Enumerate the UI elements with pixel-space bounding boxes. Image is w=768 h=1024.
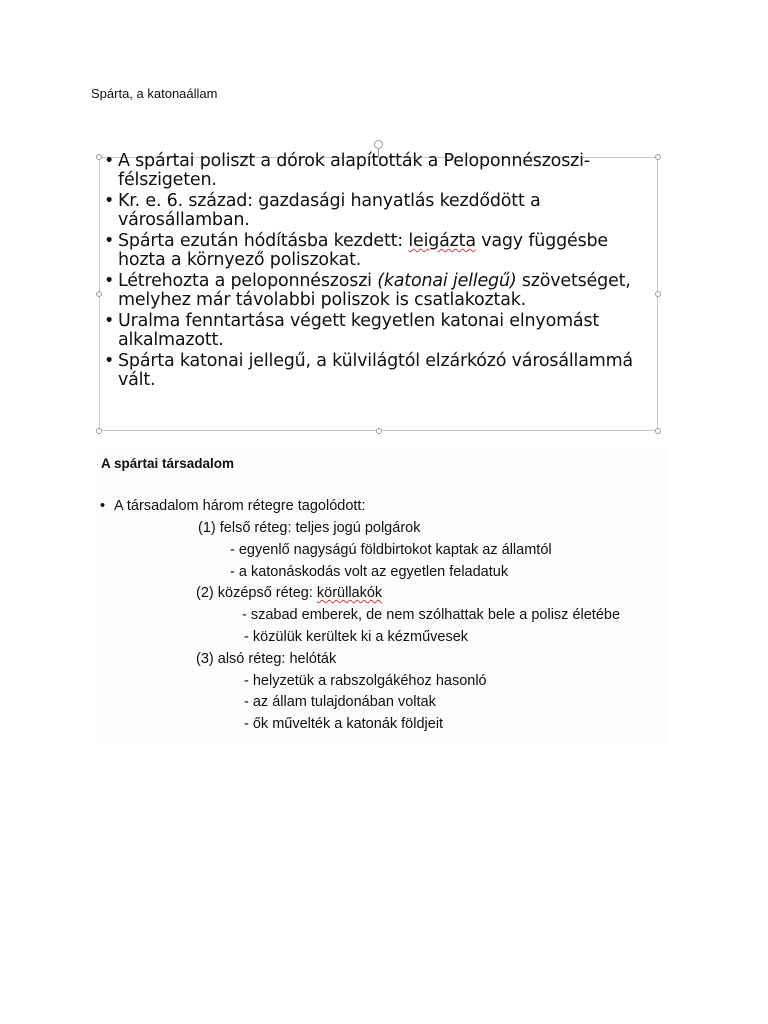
- bullet-dot: •: [104, 231, 115, 251]
- bullet-dot: •: [104, 191, 115, 211]
- upper-layer-item: - a katonáskodás volt az egyetlen feladatuk: [230, 564, 509, 580]
- upper-layer-item: - egyenlő nagyságú földbirtokot kaptak az államtól: [230, 542, 552, 558]
- bullet-text: vagy függésbe: [475, 231, 608, 251]
- bullet-dot: •: [104, 351, 115, 371]
- bullet-text-line: félszigeten.: [118, 170, 217, 190]
- bullet-text-line: alkalmazott.: [118, 330, 224, 350]
- bullet-item: [104, 152, 664, 190]
- resize-handle-bottom-left[interactable]: [96, 428, 102, 434]
- bullet-item: [104, 352, 664, 390]
- resize-handle-bottom-right[interactable]: [655, 428, 661, 434]
- lower-layer-item: - ők művelték a katonák földjeit: [244, 716, 444, 732]
- bullet-text: Létrehozta a peloponnészoszi: [118, 271, 378, 291]
- bullet-italic-text: (katonai jellegű): [377, 271, 517, 291]
- bullet-dot: •: [104, 151, 115, 171]
- bullet-text-line: Uralma fenntartása végett kegyetlen katonai elnyomást: [118, 311, 600, 331]
- bullet-text-line: Spárta katonai jellegű, a külvilágtól elzárkózó városállammá: [118, 351, 633, 371]
- bullet-item: [104, 192, 664, 230]
- middle-layer-label-prefix: (2) középső réteg:: [196, 585, 317, 601]
- middle-layer-item: - közülük kerültek ki a kézművesek: [244, 629, 469, 645]
- bullet-item: [104, 232, 664, 270]
- upper-layer-label: (1) felső réteg: teljes jogú polgárok: [198, 520, 421, 536]
- section-heading: A spártai társadalom: [101, 456, 235, 471]
- bullet-text-line: hozta a környező poliszokat.: [118, 250, 362, 270]
- middle-layer-item: - szabad emberek, de nem szólhattak bele a polisz életébe: [242, 607, 621, 623]
- spellcheck-flagged-word[interactable]: körüllakók: [316, 585, 383, 601]
- slide-bullet-list: [104, 152, 664, 392]
- bullet-text-line: melyhez már távolabbi poliszok is csatlakoztak.: [118, 290, 527, 310]
- bullet-text: szövetséget,: [516, 271, 631, 291]
- resize-handle-bottom-middle[interactable]: [376, 428, 382, 434]
- bullet-text-line: A spártai poliszt a dórok alapították a Peloponnészoszi-: [118, 151, 590, 171]
- bullet-text-line: vált.: [118, 370, 156, 390]
- lower-layer-item: - az állam tulajdonában voltak: [244, 694, 436, 710]
- bullet-dot: •: [104, 311, 115, 331]
- bullet-text: Spárta ezután hódításba kezdett:: [118, 231, 409, 251]
- bullet-item: [104, 272, 664, 310]
- lower-layer-item: - helyzetük a rabszolgákéhoz hasonló: [244, 673, 487, 689]
- bullet-text-line: Kr. e. 6. század: gazdasági hanyatlás kezdődött a: [118, 191, 541, 211]
- bullet-item: [104, 312, 664, 350]
- resize-handle-top-left[interactable]: [96, 154, 102, 160]
- spellcheck-flagged-word[interactable]: leigázta: [408, 231, 476, 251]
- rotate-handle[interactable]: [374, 140, 383, 149]
- intro-bullet-dot: •: [100, 498, 106, 514]
- document-title: Spárta, a katonaállam: [91, 86, 218, 101]
- middle-layer-label: [196, 585, 382, 601]
- bullet-text-line: városállamban.: [118, 210, 250, 230]
- lower-layer-label: (3) alsó réteg: helóták: [196, 651, 337, 667]
- bullet-dot: •: [104, 271, 115, 291]
- intro-text: A társadalom három rétegre tagolódott:: [114, 498, 366, 514]
- resize-handle-middle-left[interactable]: [96, 291, 102, 297]
